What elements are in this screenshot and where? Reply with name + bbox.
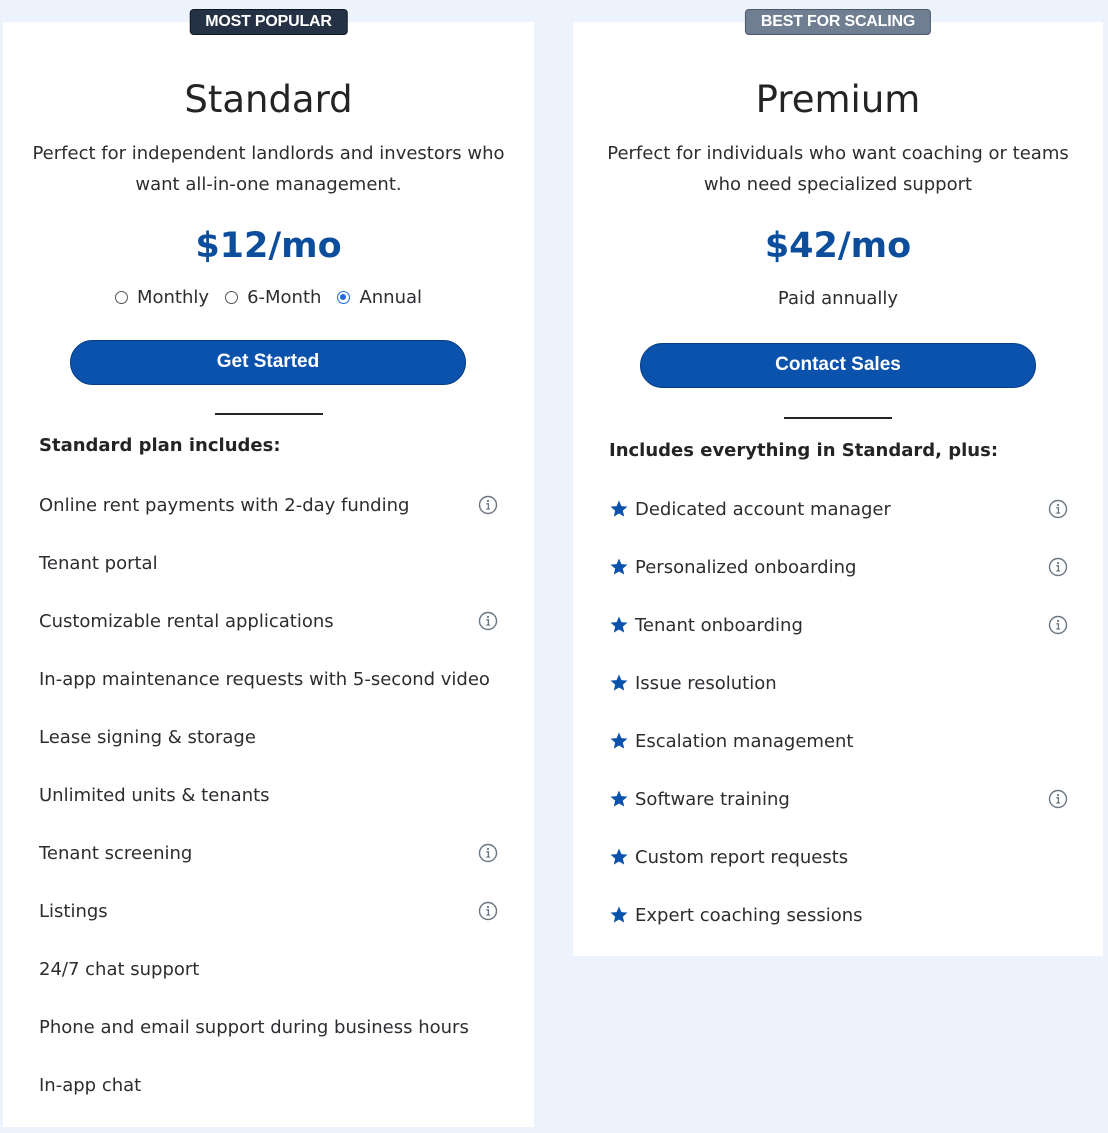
feature-label: Software training [635, 788, 790, 810]
feature-label: Unlimited units & tenants [39, 784, 270, 806]
feature-label: Issue resolution [635, 672, 777, 694]
plan-title: Standard [184, 78, 353, 121]
feature-item [39, 940, 498, 998]
feature-label: Customizable rental applications [39, 610, 334, 632]
star-icon [609, 905, 629, 925]
feature-label: Tenant screening [39, 842, 193, 864]
feature-item [39, 998, 498, 1056]
feature-item [39, 708, 498, 766]
feature-item [39, 882, 498, 940]
divider [784, 417, 892, 419]
info-icon[interactable] [478, 843, 498, 863]
includes-heading: Standard plan includes: [39, 435, 281, 456]
billing-note: Paid annually [777, 288, 899, 309]
feature-label: Tenant onboarding [635, 614, 803, 636]
star-icon [609, 789, 629, 809]
star-icon [609, 673, 629, 693]
star-icon [609, 731, 629, 751]
radio-button[interactable] [225, 291, 238, 304]
billing-option-label: 6-Month [247, 287, 322, 308]
info-icon[interactable] [478, 901, 498, 921]
feature-label: Expert coaching sessions [635, 904, 863, 926]
radio-button[interactable] [115, 291, 128, 304]
feature-label: Lease signing & storage [39, 726, 256, 748]
feature-item [609, 712, 1067, 770]
feature-list [39, 476, 498, 1114]
best-for-scaling-badge: BEST FOR SCALING [745, 9, 931, 35]
feature-list [609, 480, 1067, 944]
feature-label: 24/7 chat support [39, 958, 200, 980]
most-popular-badge: MOST POPULAR [189, 9, 348, 35]
feature-item [39, 1056, 498, 1114]
feature-item [39, 592, 498, 650]
standard-plan-card [3, 13, 534, 1127]
feature-label: Online rent payments with 2-day funding [39, 494, 410, 516]
info-icon[interactable] [478, 495, 498, 515]
divider [215, 413, 323, 415]
info-icon[interactable] [1048, 557, 1068, 577]
plan-title: Premium [755, 78, 921, 121]
feature-item [39, 476, 498, 534]
feature-label: Escalation management [635, 730, 854, 752]
plan-description: Perfect for individuals who want coaching or teams who need specialized support [607, 143, 1069, 195]
feature-label: Listings [39, 900, 108, 922]
feature-label: Dedicated account manager [635, 498, 891, 520]
billing-option-annual[interactable] [337, 287, 422, 308]
feature-label: Phone and email support during business hours [39, 1016, 469, 1038]
feature-item [39, 766, 498, 824]
billing-option-monthly[interactable] [115, 287, 209, 308]
plan-description: Perfect for independent landlords and investors who want all-in-one management. [32, 143, 505, 195]
feature-item [609, 654, 1067, 712]
feature-label: Custom report requests [635, 846, 849, 868]
plan-price: $12/mo [195, 226, 342, 266]
star-icon [609, 499, 629, 519]
feature-label: In-app chat [39, 1074, 142, 1096]
billing-option-label: Annual [359, 287, 423, 308]
billing-option-6-month[interactable] [225, 287, 321, 308]
billing-period-selector [3, 287, 534, 308]
feature-item [39, 650, 498, 708]
feature-item [609, 596, 1067, 654]
info-icon[interactable] [1048, 499, 1068, 519]
feature-label: In-app maintenance requests with 5-second video [39, 668, 490, 690]
get-started-button[interactable]: Get Started [70, 340, 466, 385]
star-icon [609, 557, 629, 577]
feature-label: Personalized onboarding [635, 556, 857, 578]
billing-option-label: Monthly [136, 287, 210, 308]
feature-item [609, 770, 1067, 828]
includes-heading: Includes everything in Standard, plus: [609, 440, 999, 461]
radio-button-selected[interactable] [337, 291, 350, 304]
feature-item [609, 480, 1067, 538]
star-icon [609, 615, 629, 635]
feature-item [609, 538, 1067, 596]
plan-price: $42/mo [764, 226, 912, 266]
feature-item [609, 886, 1067, 944]
feature-label: Tenant portal [39, 552, 158, 574]
info-icon[interactable] [1048, 615, 1068, 635]
star-icon [609, 847, 629, 867]
info-icon[interactable] [478, 611, 498, 631]
feature-item [39, 534, 498, 592]
feature-item [609, 828, 1067, 886]
premium-plan-card [573, 13, 1103, 956]
feature-item [39, 824, 498, 882]
info-icon[interactable] [1048, 789, 1068, 809]
contact-sales-button[interactable]: Contact Sales [640, 343, 1036, 388]
